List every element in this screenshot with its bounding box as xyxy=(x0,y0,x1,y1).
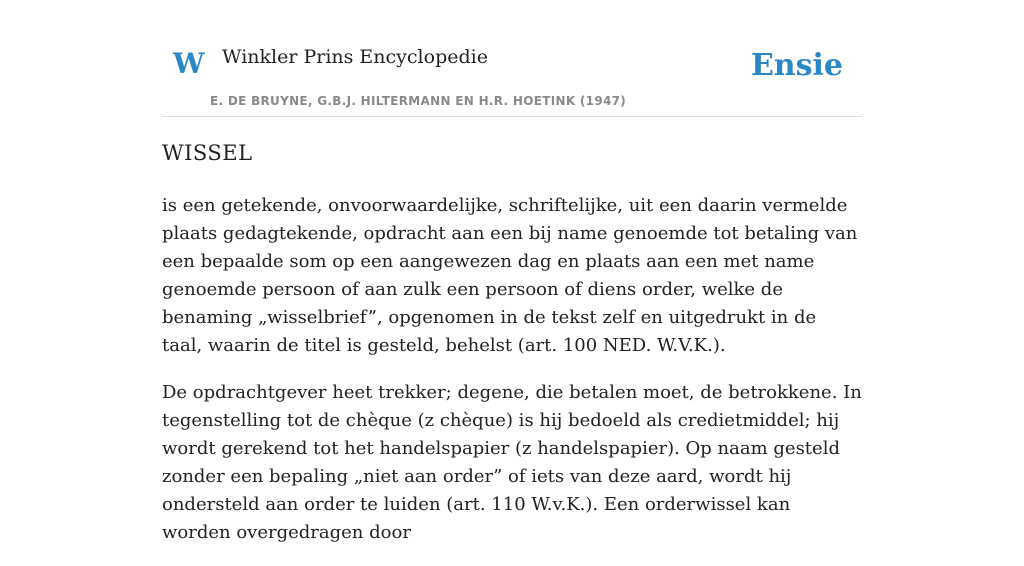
source-title[interactable]: Winkler Prins Encyclopedie xyxy=(222,46,488,68)
entry-paragraph: is een getekende, onvoorwaardelijke, schriftelijke, uit een daarin vermelde plaats gedagtekende, opdracht aan een bij name genoemde tot betaling van een bepaalde som op een aangewezen dag en plaats aan een met name genoemde persoon of aan zulk een persoon of diens order, welke de benaming „wisselbrief”, opgenomen in de tekst zelf en uitgedrukt in de taal, waarin de titel is gesteld, behelst (art. 100 NED. W.V.K.). xyxy=(162,195,858,356)
entry-title: WISSEL xyxy=(162,141,253,165)
page xyxy=(162,0,862,543)
source-logo-icon[interactable]: W xyxy=(173,47,205,80)
header xyxy=(162,0,862,117)
ensie-logo[interactable]: Ensie xyxy=(750,48,843,83)
entry-paragraph: De opdrachtgever heet trekker; degene, die betalen moet, de betrokkene. In tegenstelling tot de chèque (z chèque) is hij bedoeld als credietmiddel; hij wordt gerekend tot het handelspapier (z handelspapier). Op naam gesteld zonder een bepaling „niet aan order” of iets van deze aard, wordt hij ondersteld aan order te luiden (art. 110 W.v.K.). Een orderwissel kan worden overgedragen door xyxy=(162,382,862,543)
entry-body xyxy=(162,192,862,566)
source-authors: E. DE BRUYNE, G.B.J. HILTERMANN EN H.R. HOETINK (1947) xyxy=(210,94,627,108)
